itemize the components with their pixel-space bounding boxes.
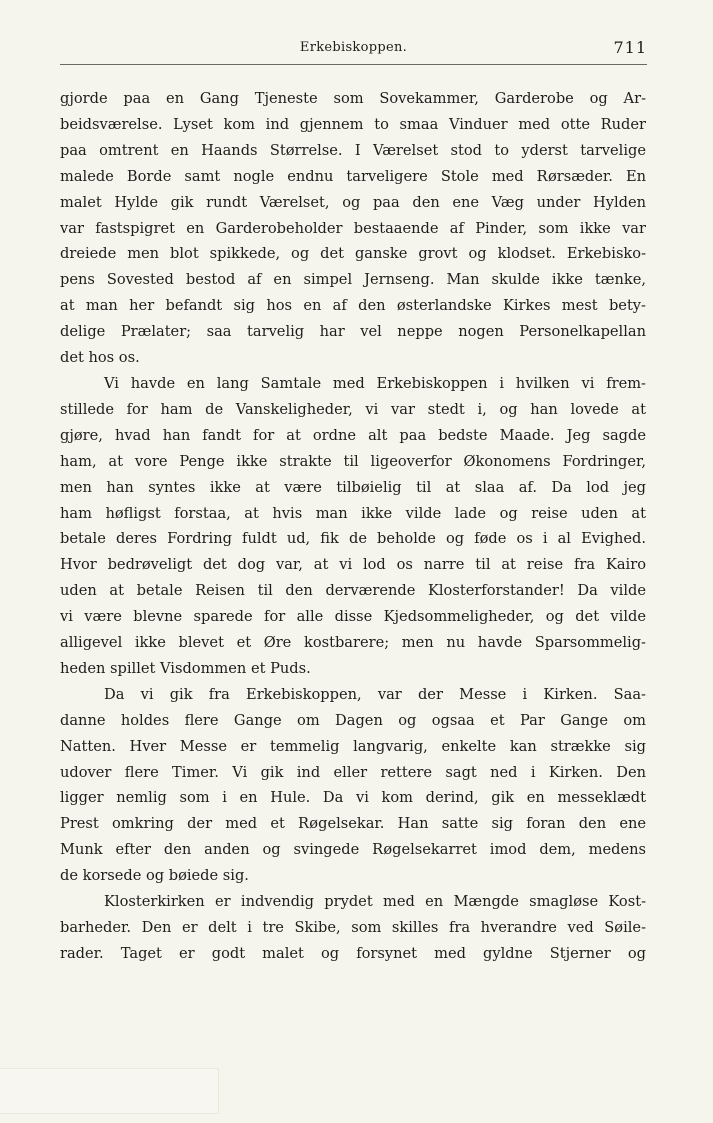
text-line: heden spillet Visdommen et Puds. [60, 659, 311, 677]
scan-margin-mark [0, 1068, 219, 1114]
text-line: betale deres Fordring fuldt ud, fik de beholde og føde os i al Evighed. [60, 530, 646, 548]
text-line: ligger nemlig som i en Hule. Da vi kom derind, gik en messeklædt [60, 789, 646, 807]
text-line: Munk efter den anden og svingede Røgelsekarret imod dem, medens [60, 841, 646, 859]
text-line: uden at betale Reisen til den derværende Klosterforstander! Da vilde [60, 582, 646, 600]
text-line: delige Prælater; saa tarvelig har vel neppe nogen Personelkapellan [60, 323, 646, 341]
text-line: stillede for ham de Vanskeligheder, vi var stedt i, og han lovede at [60, 400, 646, 418]
text-line: Klosterkirken er indvendig prydet med en Mængde smagløse Kost- [104, 893, 646, 911]
text-line: paa omtrent en Haands Størrelse. I Værelset stod to yderst tarvelige [60, 141, 646, 159]
text-line: var fastspigret en Garderobeholder bestaaende af Pinder, som ikke var [60, 219, 646, 237]
text-line: gjorde paa en Gang Tjeneste som Sovekammer, Garderobe og Ar- [60, 90, 646, 107]
page-number: 711 [613, 38, 647, 57]
text-line: gjøre, hvad han fandt for at ordne alt paa bedste Maade. Jeg sagde [60, 426, 646, 444]
text-line: at man her befandt sig hos en af den østerlandske Kirkes mest bety- [60, 297, 646, 315]
text-line: udover flere Timer. Vi gik ind eller rettere sagt ned i Kirken. Den [60, 763, 646, 781]
text-line: Prest omkring der med et Røgelsekar. Han satte sig foran den ene [60, 815, 646, 833]
text-line: pens Sovested bestod af en simpel Jernseng. Man skulde ikke tænke, [60, 271, 646, 289]
text-line: Da vi gik fra Erkebiskoppen, var der Messe i Kirken. Saa- [104, 685, 646, 703]
text-line: men han syntes ikke at være tilbøielig til at slaa af. Da lod jeg [60, 478, 646, 496]
text-line: Natten. Hver Messe er temmelig langvarig, enkelte kan strække sig [60, 737, 646, 755]
text-line: vi være blevne sparede for alle disse Kjedsommeligheder, og det vilde [60, 608, 646, 626]
running-header [60, 40, 647, 68]
text-line: Hvor bedrøveligt det dog var, at vi lod os narre til at reise fra Kairo [60, 556, 646, 574]
text-line: det hos os. [60, 349, 140, 367]
text-line: beidsværelse. Lyset kom ind gjennem to smaa Vinduer med otte Ruder [60, 115, 646, 133]
text-line: malet Hylde gik rundt Værelset, og paa den ene Væg under Hylden [60, 193, 646, 211]
text-line: alligevel ikke blevet et Øre kostbarere; men nu havde Sparsommelig- [60, 634, 646, 652]
text-line: rader. Taget er godt malet og forsynet med gyldne Stjerner og [60, 944, 646, 962]
text-line: barheder. Den er delt i tre Skibe, som skilles fra hverandre ved Søile- [60, 919, 646, 936]
text-line: Vi havde en lang Samtale med Erkebiskoppen i hvilken vi frem- [104, 374, 646, 392]
text-line: danne holdes flere Gange om Dagen og ogsaa et Par Gange om [60, 711, 646, 729]
text-line: de korsede og bøiede sig. [60, 867, 249, 885]
text-line: ham høfligst forstaa, at hvis man ikke vilde lade og reise uden at [60, 504, 646, 522]
text-line: dreiede men blot spikkede, og det ganske grovt og klodset. Erkebisko- [60, 245, 646, 263]
running-title: Erkebiskoppen. [299, 40, 408, 55]
text-line: malede Borde samt nogle endnu tarveligere Stole med Rørsæder. En [60, 167, 646, 185]
header-rule [60, 64, 647, 65]
text-line: ham, at vore Penge ikke strakte til ligeoverfor Økonomens Fordringer, [60, 452, 646, 470]
body-text [60, 86, 646, 967]
